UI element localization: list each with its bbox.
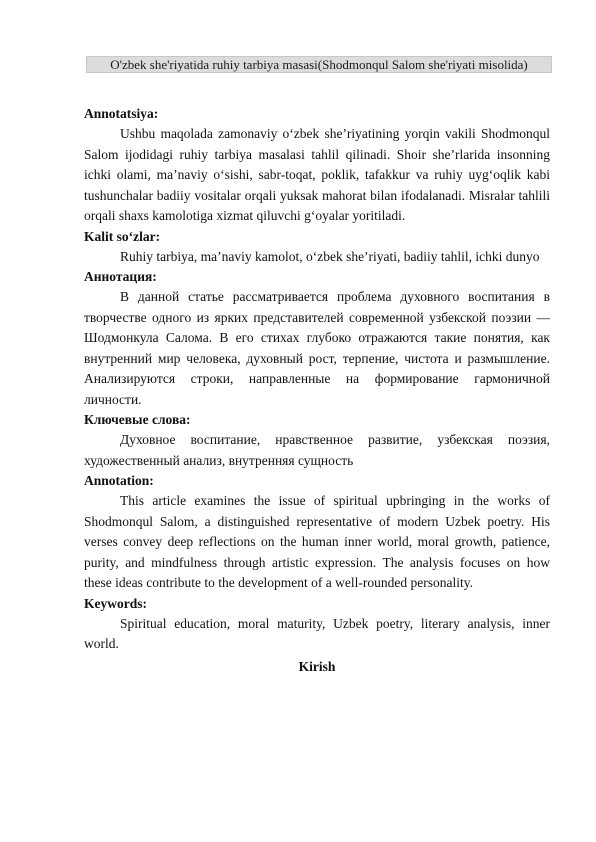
running-header-title: O'zbek she'riyatida ruhiy tarbiya masasi(Shodmonqul Salom she'riyati misolida) <box>110 57 528 72</box>
keywords-ru-heading: Ключевые слова: <box>84 412 191 427</box>
document-body <box>84 104 550 677</box>
annotation-uz-section <box>84 104 550 227</box>
annotation-en-heading: Annotation: <box>84 473 154 488</box>
annotation-uz-heading: Annotatsiya: <box>84 106 159 121</box>
annotation-uz-text: Ushbu maqolada zamonaviy o‘zbek she’riyatining yorqin vakili Shodmonqul Salom ijodidagi ruhiy tarbiya masalasi tahlil qilinadi. Shoir she’rlarida insonning ichki olami, ma’naviy o‘sishi, sabr-toqat, poklik, tafakkur va ruhiy uyg‘oqlik kabi tushunchalar badiiy vositalar orqali yuksak mahorat bilan ifodalanadi. Misralar tahlili orqali shaxs kamolotiga xizmat qiluvchi g‘oyalar yoritiladi. <box>84 126 550 223</box>
keywords-ru-section <box>84 410 550 471</box>
keywords-en-section <box>84 594 550 655</box>
annotation-en-text: This article examines the issue of spiritual upbringing in the works of Shodmonqul Salom, a distinguished representative of modern Uzbek poetry. His verses convey deep reflections on the human inner world, moral growth, patience, purity, and mindfulness through artistic expression. The analysis focuses on how these ideas contribute to the development of a well-rounded personality. <box>84 493 550 590</box>
annotation-ru-heading: Аннотация: <box>84 269 157 284</box>
keywords-uz-heading: Kalit so‘zlar: <box>84 228 161 244</box>
keywords-en-heading: Keywords: <box>84 595 147 611</box>
running-header <box>86 56 552 73</box>
annotation-ru-text: В данной статье рассматривается проблема духовного воспитания в творчестве одного из ярких представителей современной узбекской поэзии — Шодмонкула Салома. В его стихах глубоко отражаются такие понятия, как внутренний мир человека, духовный рост, терпение, чистота и размышление. Анализируются строки, направленные на формирование гармоничной личности. <box>84 289 550 407</box>
keywords-uz-section <box>84 227 550 268</box>
keywords-ru-text: Духовное воспитание, нравственное развитие, узбекская поэзия, художественный анализ, внутренняя сущность <box>84 432 550 468</box>
keywords-en-text: Spiritual education, moral maturity, Uzbek poetry, literary analysis, inner world. <box>84 615 550 651</box>
annotation-en-section <box>84 471 550 594</box>
introduction-heading: Kirish <box>298 658 336 674</box>
keywords-uz-text: Ruhiy tarbiya, ma’naviy kamolot, o‘zbek she’riyati, badiiy tahlil, ichki dunyo <box>120 248 540 264</box>
annotation-ru-section <box>84 267 550 410</box>
